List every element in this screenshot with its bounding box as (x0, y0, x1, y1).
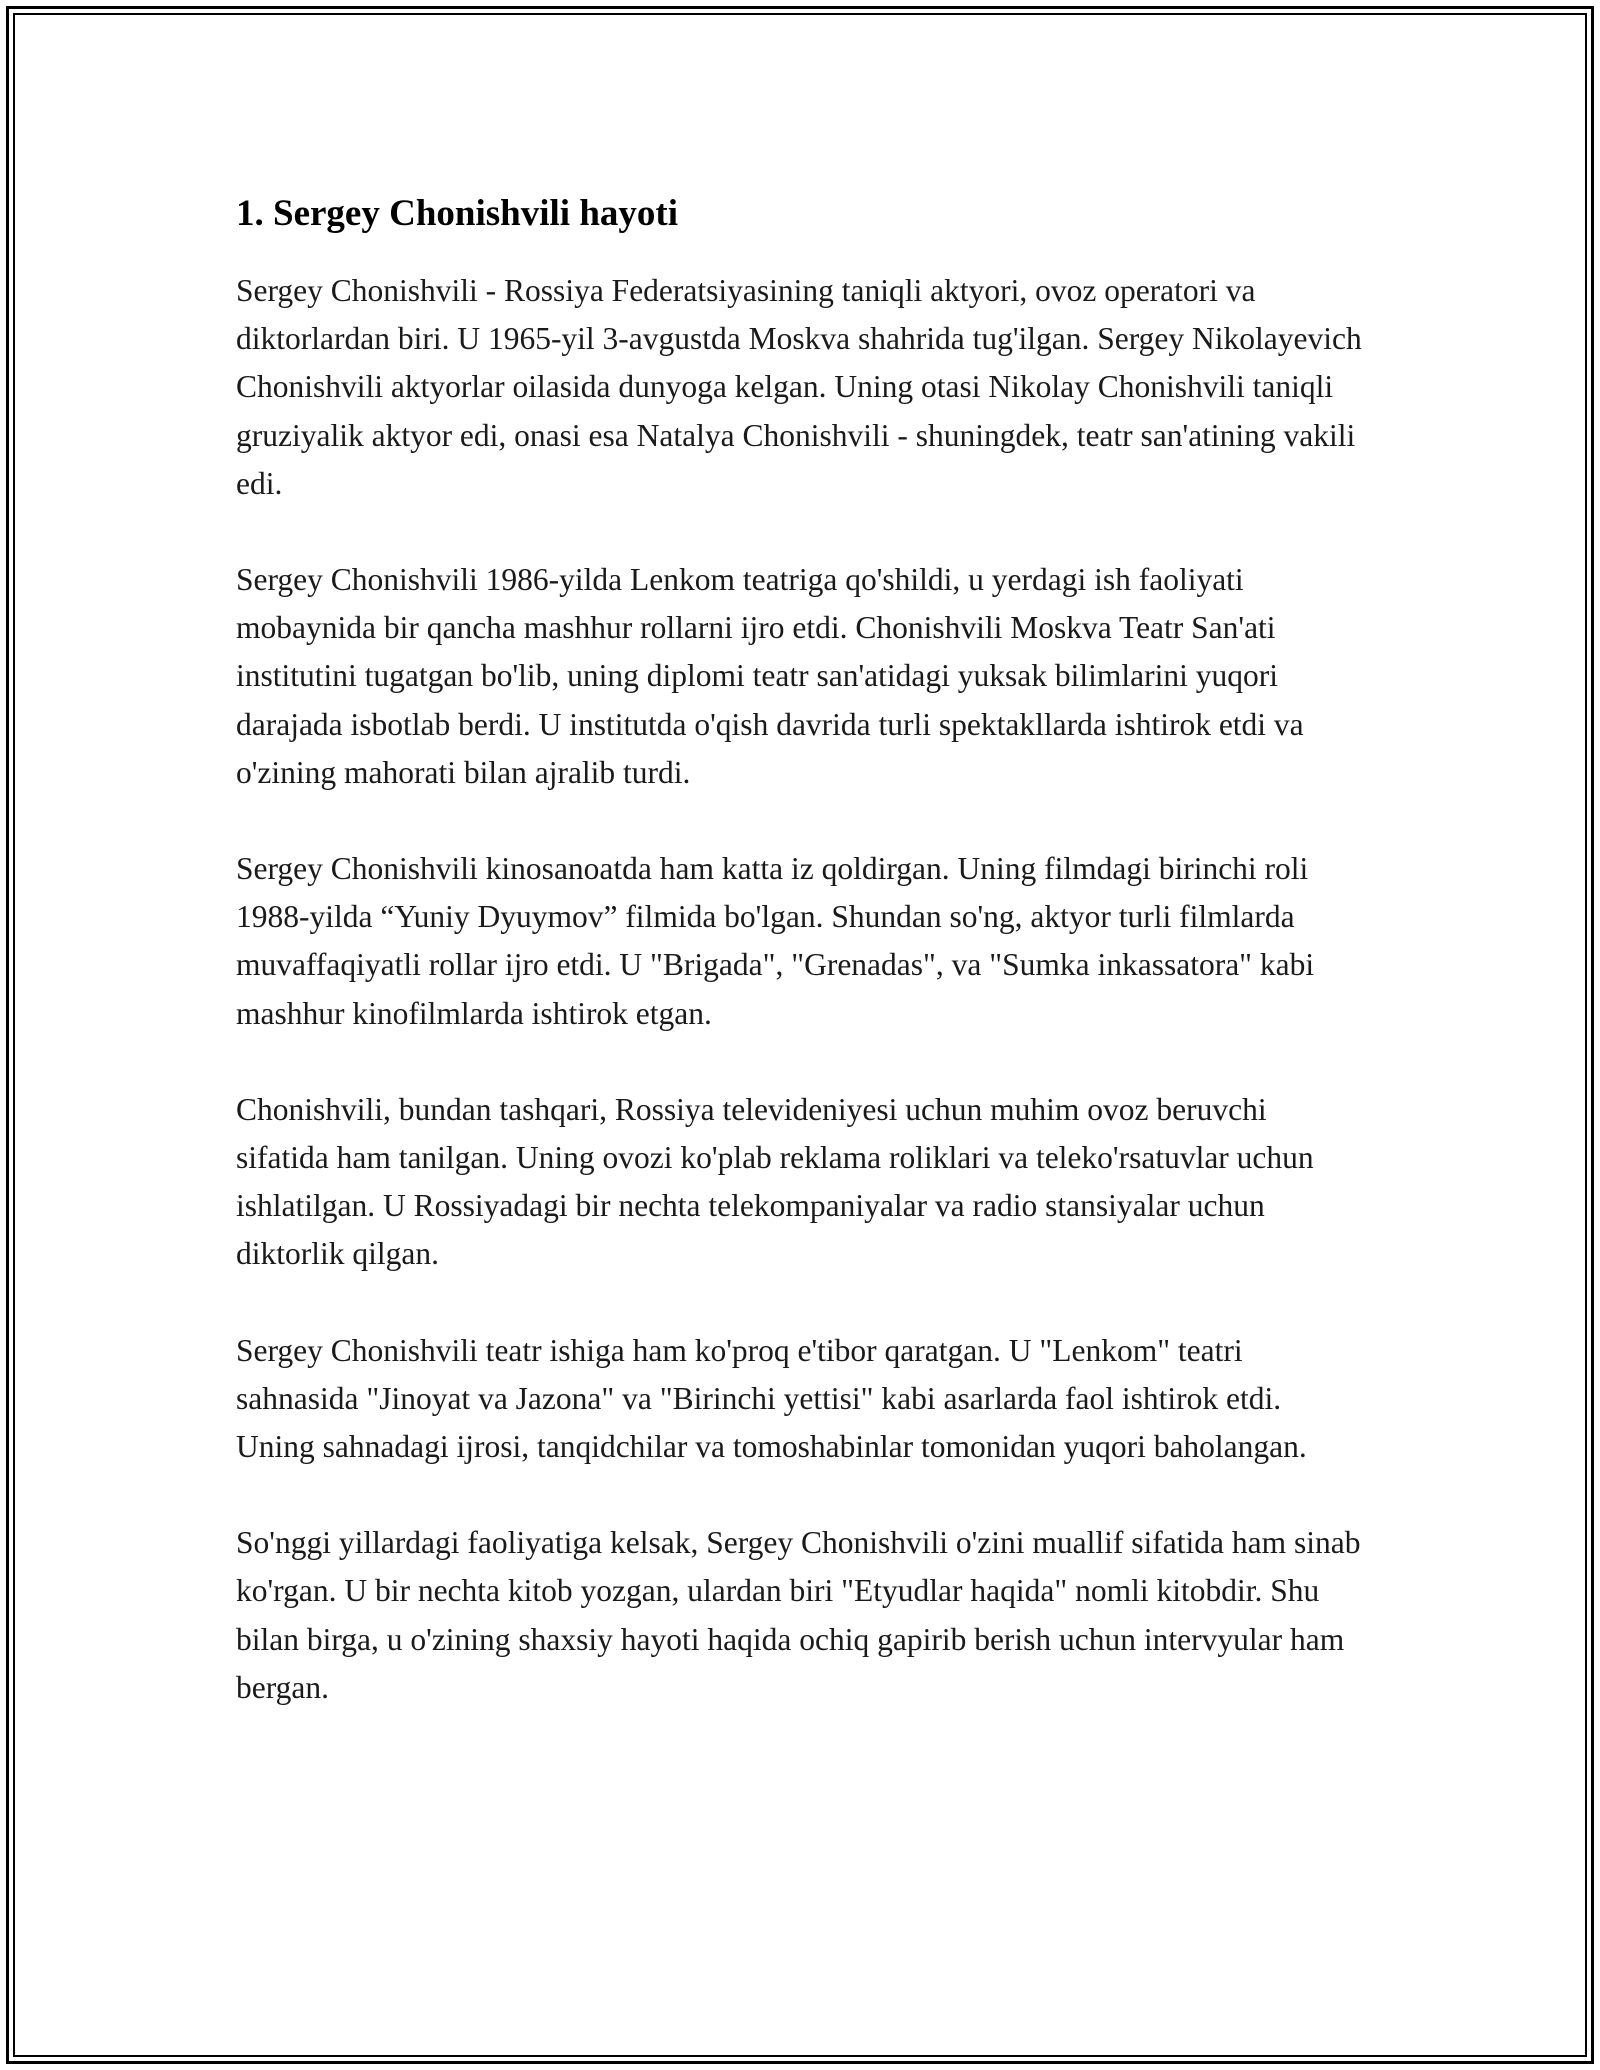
paragraph-lenkom-education: Sergey Chonishvili 1986-yilda Lenkom teatriga qo'shildi, u yerdagi ish faoliyati mobaynida bir qancha mashhur rollarni ijro etdi. Chonishvili Moskva Teatr San'ati institutini tugatgan bo'lib, uning diplomi teatr san'atidagi yuksak bilimlarini yuqori darajada isbotlab berdi. U institutda o'qish davrida turli spektakllarda ishtirok etdi va o'zining mahorati bilan ajralib turdi. (236, 562, 1304, 790)
paragraph-voice-work: Chonishvili, bundan tashqari, Rossiya televideniyesi uchun muhim ovoz beruvchi sifatida ham tanilgan. Uning ovozi ko'plab reklama roliklari va teleko'rsatuvlar uchun ishlatilgan. U Rossiyadagi bir nechta telekompaniyalar va radio stansiyalar uchun diktorlik qilgan. (236, 1091, 1314, 1272)
paragraph-theatre-work: Sergey Chonishvili teatr ishiga ham ko'proq e'tibor qaratgan. U "Lenkom" teatri sahnasida "Jinoyat va Jazona" va "Birinchi yettisi" kabi asarlarda faol ishtirok etdi. Uning sahnadagi ijrosi, tanqidchilar va tomoshabinlar tomonidan yuqori baholangan. (236, 1332, 1307, 1465)
paragraph-film-career: Sergey Chonishvili kinosanoatda ham katta iz qoldirgan. Uning filmdagi birinchi roli 1988-yilda “Yuniy Dyuymov” filmida bo'lgan. Shundan so'ng, aktyor turli filmlarda muvaffaqiyatli rollar ijro etdi. U "Brigada", "Grenadas", va "Sumka inkassatora" kabi mashhur kinofilmlarda ishtirok etgan. (236, 851, 1315, 1031)
section-heading: 1. Sergey Chonishvili hayoti (236, 193, 678, 234)
paragraph-biography-intro: Sergey Chonishvili - Rossiya Federatsiyasining taniqli aktyori, ovoz operatori va diktorlardan biri. U 1965-yil 3-avgustda Moskva shahrida tug'ilgan. Sergey Nikolayevich Chonishvili aktyorlar oilasida dunyoga kelgan. Uning otasi Nikolay Chonishvili taniqli gruziyalik aktyor edi, onasi esa Natalya Chonishvili - shuningdek, teatr san'atining vakili edi. (236, 273, 1362, 501)
document-body (236, 188, 1366, 1760)
paragraph-recent-years: So'nggi yillardagi faoliyatiga kelsak, Sergey Chonishvili o'zini muallif sifatida ham sinab ko'rgan. U bir nechta kitob yozgan, ulardan biri "Etyudlar haqida" nomli kitobdir. Shu bilan birga, u o'zining shaxsiy hayoti haqida ochiq gapirib berish uchun intervyular ham bergan. (236, 1525, 1361, 1705)
